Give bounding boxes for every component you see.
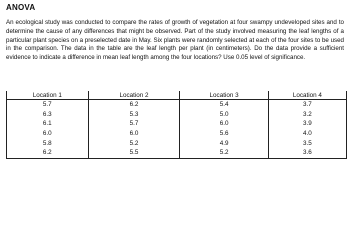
table-cell: 6.1 (7, 119, 89, 129)
page-title: ANOVA (6, 3, 36, 12)
table-cell: 6.3 (7, 110, 89, 120)
table-cell: 5.2 (88, 138, 180, 148)
table-cell: 4.9 (180, 138, 268, 148)
table-cell: 3.6 (268, 148, 346, 158)
table-cell: 5.6 (180, 129, 268, 139)
table-cell: 6.2 (88, 100, 180, 110)
problem-statement: An ecological study was conducted to compare the rates of growth of vegetation at four swampy undeveloped sites and to determine the cause of any differences that might be observed. Part of the study involved measuring the leaf lengths of a particular plant species on a preselected date in May. Six plants were randomly selected at each of the four sites to be used in the comparison. The data in the table are the leaf length per plant (in centimeters). Do the data provide a sufficient evidence to indicate a difference in mean leaf length among the four locations? Use 0.05 level of significance. (6, 19, 344, 61)
table-row (7, 148, 347, 158)
column-header-location-1: Location 1 (7, 91, 89, 100)
table-cell: 5.5 (88, 148, 180, 158)
table-cell: 3.5 (268, 138, 346, 148)
table-cell: 5.7 (7, 100, 89, 110)
column-header-location-2: Location 2 (88, 91, 180, 100)
table-row (7, 110, 347, 120)
table-cell: 6.0 (7, 129, 89, 139)
table-row (7, 100, 347, 110)
table-cell: 4.0 (268, 129, 346, 139)
table-cell: 5.8 (7, 138, 89, 148)
table-cell: 3.9 (268, 119, 346, 129)
table-cell: 6.0 (88, 129, 180, 139)
table-header-row (7, 91, 347, 100)
table-cell: 5.2 (180, 148, 268, 158)
leaf-length-table (6, 91, 347, 159)
table-cell: 3.7 (268, 100, 346, 110)
table-cell: 6.2 (7, 148, 89, 158)
table-cell: 5.7 (88, 119, 180, 129)
column-header-location-3: Location 3 (180, 91, 268, 100)
table-row (7, 138, 347, 148)
table-cell: 6.0 (180, 119, 268, 129)
table-cell: 5.4 (180, 100, 268, 110)
column-header-location-4: Location 4 (268, 91, 346, 100)
table-cell: 5.3 (88, 110, 180, 120)
table-row (7, 129, 347, 139)
table-row (7, 119, 347, 129)
table-cell: 5.0 (180, 110, 268, 120)
table-cell: 3.2 (268, 110, 346, 120)
